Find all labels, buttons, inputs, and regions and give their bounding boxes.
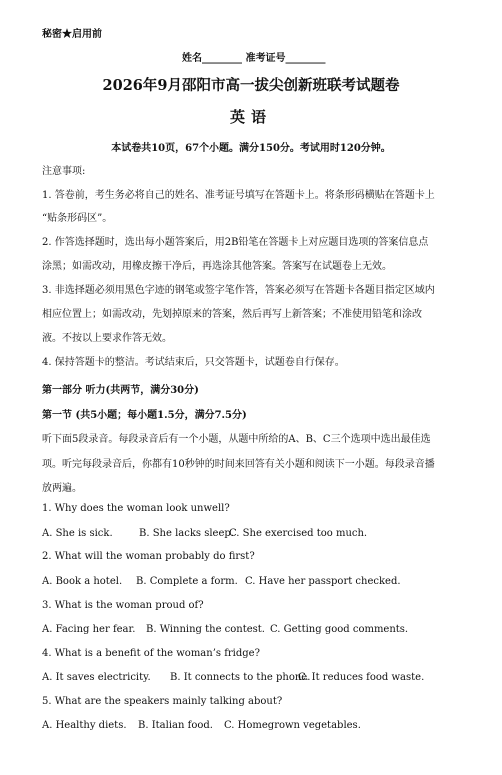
note-line: 涂黑；如需改动，用橡皮擦干净后，再选涂其他答案。答案写在试题卷上无效。 [42,261,392,272]
question-1: 1. Why does the woman look unwell? [42,503,230,514]
part1-heading: 第一部分 听力(共两节，满分30分) [42,385,199,396]
secret-label: 秘密★启用前 [42,29,102,40]
options-4 [42,672,424,683]
note-line: 3. 非选择题必须用黑色字迹的钢笔或签字笔作答，答案必须写在答题卡各题目指定区域内 [42,285,435,296]
options-1 [42,528,367,539]
option-b: B. Italian food. [138,720,213,731]
options-5 [42,720,361,731]
section1-heading: 第一节 (共5小题；每小题1.5分，满分7.5分) [42,410,247,421]
option-c: C. It reduces food waste. [298,672,425,683]
question-3: 3. What is the woman proud of? [42,600,204,611]
option-b: B. Complete a form. [136,576,238,587]
exam-info: 本试卷共10页，67个小题。满分150分。考试用时120分钟。 [111,143,391,154]
note-line: 相应位置上；如需改动，先划掉原来的答案，然后再写上新答案；不准使用铅笔和涂改 [42,309,422,320]
option-a: A. Facing her fear. [42,624,136,635]
option-a: A. Healthy diets. [42,720,127,731]
option-a: A. She is sick. [42,528,113,539]
option-c: C. Homegrown vegetables. [224,720,361,731]
instruction-line: 听下面5段录音。每段录音后有一个小题，从题中所给的A、B、C三个选项中选出最佳选 [42,434,431,445]
option-b: B. Winning the contest. [146,624,265,635]
note-line: 2. 作答选择题时，选出每小题答案后，用2B铅笔在答题卡上对应题目选项的答案信息点 [42,237,429,248]
option-c: C. Getting good comments. [270,624,409,635]
option-a: A. It saves electricity. [42,672,151,683]
instruction-line: 放两遍。 [42,483,82,494]
option-a: A. Book a hotel. [42,576,123,587]
subject-title: 英语 [229,108,272,126]
note-line: 液。不按以上要求作答无效。 [42,333,172,344]
options-3 [42,624,408,635]
question-4: 4. What is a benefit of the woman’s fridge? [42,648,260,659]
note-line: “贴条形码区”。 [42,213,113,224]
note-line: 4. 保持答题卡的整洁。考试结束后，只交答题卡，试题卷自行保存。 [42,357,345,368]
option-c: C. Have her passport checked. [245,576,401,587]
option-b: B. It connects to the phone. [170,672,311,683]
exam-title: 2026年9月邵阳市高一拔尖创新班联考试题卷 [102,77,400,94]
name-line: 姓名________ 准考证号________ [182,53,326,64]
option-c: C. She exercised too much. [229,528,368,539]
question-2: 2. What will the woman probably do first? [42,551,255,562]
option-b: B. She lacks sleep. [139,528,234,539]
question-5: 5. What are the speakers mainly talking about? [42,696,283,707]
options-2 [42,576,401,587]
notes-heading: 注意事项: [42,166,86,177]
instruction-line: 项。听完每段录音后，你都有10秒钟的时间来回答有关小题和阅读下一小题。每段录音播 [42,459,435,470]
note-line: 1. 答卷前，考生务必将自己的姓名、准考证号填写在答题卡上。将条形码横贴在答题卡上 [42,190,435,201]
